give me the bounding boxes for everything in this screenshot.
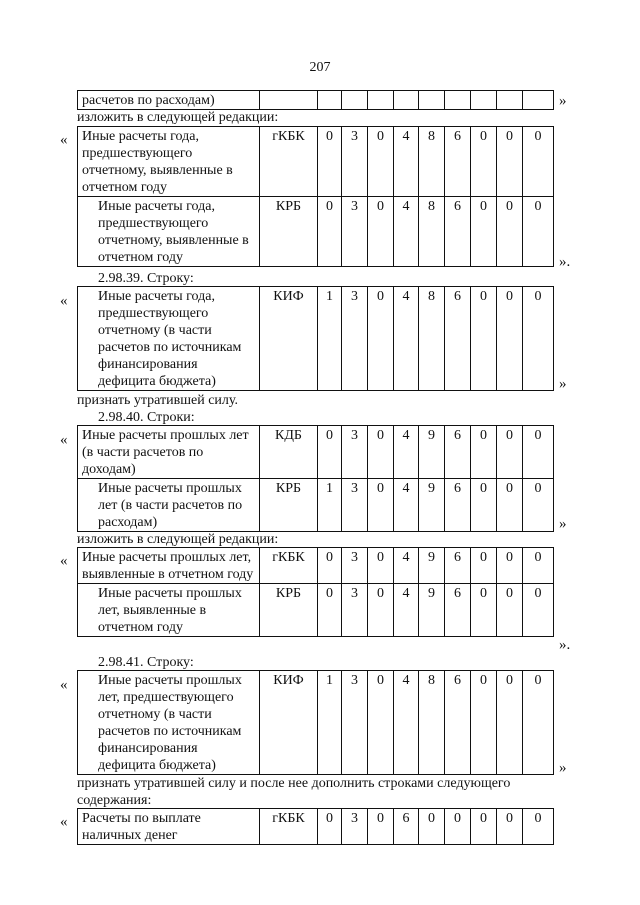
table-fragment-3 (77, 425, 554, 532)
digit-cell (318, 91, 342, 110)
closing-quote: ». (559, 254, 571, 270)
digit-cell: 1 (318, 479, 342, 532)
table-row (78, 548, 554, 584)
digit-cell: 1 (318, 671, 342, 775)
table-row (78, 479, 554, 532)
digit-cell: 0 (497, 671, 523, 775)
row-name-cell: Иные расчеты года, предшествующего отчетному (в части расчетов по источникам финансирования дефицита бюджета) (78, 287, 260, 391)
digit-cell: 6 (445, 479, 471, 532)
digit-cell: 3 (342, 479, 368, 532)
digit-cell: 6 (445, 287, 471, 391)
code-cell: КРБ (260, 584, 318, 637)
digit-cell: 0 (368, 584, 394, 637)
code-cell: КИФ (260, 287, 318, 391)
digit-cell: 0 (471, 197, 497, 267)
code-cell: КРБ (260, 197, 318, 267)
opening-quote: « (60, 553, 68, 569)
digit-cell: 6 (445, 127, 471, 197)
table-fragment-1 (77, 126, 554, 267)
closing-quote: ». (559, 637, 571, 653)
digit-cell: 6 (445, 197, 471, 267)
digit-cell: 0 (497, 548, 523, 584)
digit-cell: 0 (445, 809, 471, 845)
digit-cell: 4 (394, 479, 419, 532)
row-name-cell: расчетов по расходам) (78, 91, 260, 110)
digit-cell: 0 (471, 548, 497, 584)
code-cell: КИФ (260, 671, 318, 775)
digit-cell: 8 (419, 197, 445, 267)
digit-cell: 0 (368, 426, 394, 479)
page-number: 207 (309, 60, 331, 75)
opening-quote: « (60, 677, 68, 693)
digit-cell: 0 (497, 479, 523, 532)
code-cell (260, 91, 318, 110)
digit-cell: 0 (318, 197, 342, 267)
digit-cell: 8 (419, 127, 445, 197)
digit-cell: 3 (342, 426, 368, 479)
digit-cell: 8 (419, 287, 445, 391)
table-fragment-2 (77, 286, 554, 391)
digit-cell: 0 (523, 287, 554, 391)
digit-cell: 3 (342, 197, 368, 267)
digit-cell: 9 (419, 426, 445, 479)
digit-cell: 0 (368, 671, 394, 775)
digit-cell: 0 (497, 809, 523, 845)
digit-cell: 0 (523, 479, 554, 532)
digit-cell: 0 (523, 809, 554, 845)
row-name-cell: Иные расчеты прошлых лет, предшествующего отчетному (в части расчетов по источникам финансирования дефицита бюджета) (78, 671, 260, 775)
digit-cell (394, 91, 419, 110)
digit-cell: 0 (368, 809, 394, 845)
digit-cell: 3 (342, 548, 368, 584)
code-cell: КРБ (260, 479, 318, 532)
digit-cell: 0 (471, 479, 497, 532)
instruction-edit: изложить в следующей редакции: (77, 532, 279, 547)
digit-cell: 0 (318, 809, 342, 845)
item-number-41: 2.98.41. Строку: (98, 655, 194, 670)
closing-quote: » (559, 376, 567, 392)
digit-cell: 0 (523, 548, 554, 584)
digit-cell: 0 (318, 127, 342, 197)
digit-cell: 4 (394, 197, 419, 267)
instruction-edit: изложить в следующей редакции: (77, 110, 279, 125)
digit-cell: 0 (497, 426, 523, 479)
digit-cell (445, 91, 471, 110)
opening-quote: « (60, 814, 68, 830)
opening-quote: « (60, 432, 68, 448)
code-cell: КДБ (260, 426, 318, 479)
digit-cell: 0 (523, 671, 554, 775)
digit-cell: 0 (523, 584, 554, 637)
digit-cell: 0 (471, 809, 497, 845)
table-row (78, 91, 554, 110)
digit-cell: 8 (419, 671, 445, 775)
closing-quote: » (559, 516, 567, 532)
digit-cell: 0 (368, 287, 394, 391)
digit-cell: 4 (394, 426, 419, 479)
digit-cell: 9 (419, 548, 445, 584)
digit-cell: 0 (497, 127, 523, 197)
digit-cell: 0 (318, 584, 342, 637)
code-cell: гКБК (260, 548, 318, 584)
table-row (78, 127, 554, 197)
digit-cell: 0 (471, 584, 497, 637)
table-row (78, 426, 554, 479)
code-cell: гКБК (260, 809, 318, 845)
table-row (78, 671, 554, 775)
digit-cell (419, 91, 445, 110)
digit-cell: 6 (445, 671, 471, 775)
digit-cell (368, 91, 394, 110)
digit-cell: 6 (445, 426, 471, 479)
digit-cell: 3 (342, 287, 368, 391)
opening-quote: « (60, 293, 68, 309)
row-name-cell: Иные расчеты года, предшествующего отчетному, выявленные в отчетном году (78, 197, 260, 267)
opening-quote: « (60, 132, 68, 148)
digit-cell: 3 (342, 671, 368, 775)
row-name-cell: Иные расчеты прошлых лет, выявленные в отчетном году (78, 584, 260, 637)
closing-quote: » (559, 760, 567, 776)
digit-cell: 6 (445, 584, 471, 637)
digit-cell: 3 (342, 809, 368, 845)
digit-cell: 0 (368, 548, 394, 584)
table-fragment-5 (77, 670, 554, 775)
code-cell: гКБК (260, 127, 318, 197)
instruction-repeal-add-cont: содержания: (77, 793, 152, 808)
table-row (78, 287, 554, 391)
instruction-repeal-add: признать утратившей силу и после нее дополнить строками следующего (77, 776, 511, 791)
digit-cell: 6 (394, 809, 419, 845)
digit-cell: 0 (368, 197, 394, 267)
digit-cell: 4 (394, 584, 419, 637)
digit-cell (523, 91, 554, 110)
digit-cell: 0 (318, 548, 342, 584)
table-row (78, 197, 554, 267)
digit-cell: 4 (394, 127, 419, 197)
digit-cell: 3 (342, 127, 368, 197)
digit-cell: 6 (445, 548, 471, 584)
digit-cell: 0 (497, 287, 523, 391)
table-fragment-4 (77, 547, 554, 637)
digit-cell: 0 (471, 127, 497, 197)
digit-cell (342, 91, 368, 110)
row-name-cell: Иные расчеты года, предшествующего отчетному, выявленные в отчетном году (78, 127, 260, 197)
row-name-cell: Иные расчеты прошлых лет, выявленные в отчетном году (78, 548, 260, 584)
digit-cell: 0 (523, 197, 554, 267)
item-number-39: 2.98.39. Строку: (98, 271, 194, 286)
table-row (78, 584, 554, 637)
instruction-repeal: признать утратившей силу. (77, 393, 238, 408)
digit-cell: 0 (523, 426, 554, 479)
digit-cell: 0 (471, 426, 497, 479)
digit-cell: 4 (394, 287, 419, 391)
digit-cell: 0 (497, 197, 523, 267)
row-name-cell: Иные расчеты прошлых лет (в части расчетов по доходам) (78, 426, 260, 479)
digit-cell: 0 (471, 671, 497, 775)
digit-cell: 4 (394, 671, 419, 775)
digit-cell: 0 (368, 479, 394, 532)
digit-cell: 1 (318, 287, 342, 391)
digit-cell: 9 (419, 479, 445, 532)
digit-cell: 0 (471, 287, 497, 391)
digit-cell: 4 (394, 548, 419, 584)
row-name-cell: Иные расчеты прошлых лет (в части расчетов по расходам) (78, 479, 260, 532)
row-name-cell: Расчеты по выплате наличных денег (78, 809, 260, 845)
digit-cell: 0 (419, 809, 445, 845)
item-number-40: 2.98.40. Строки: (98, 410, 195, 425)
digit-cell: 0 (523, 127, 554, 197)
digit-cell: 9 (419, 584, 445, 637)
digit-cell: 0 (368, 127, 394, 197)
table-row (78, 809, 554, 845)
table-fragment-6 (77, 808, 554, 845)
digit-cell: 0 (497, 584, 523, 637)
digit-cell (471, 91, 497, 110)
digit-cell: 3 (342, 584, 368, 637)
table-fragment-0 (77, 90, 554, 110)
digit-cell (497, 91, 523, 110)
closing-quote: » (559, 93, 567, 109)
digit-cell: 0 (318, 426, 342, 479)
